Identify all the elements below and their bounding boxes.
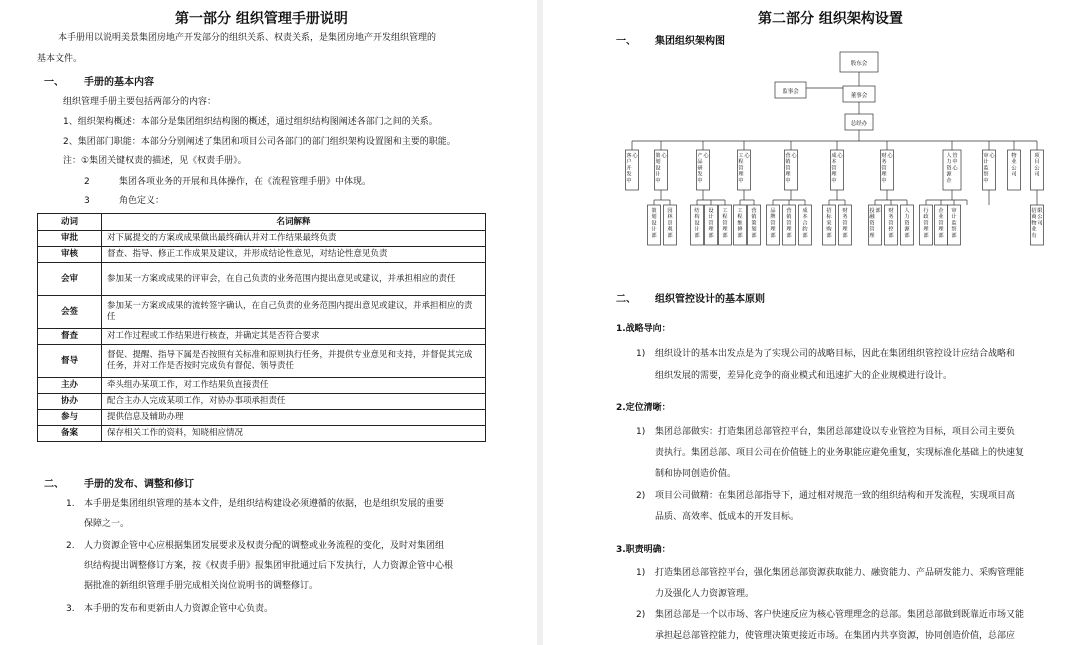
list-line: 组织设计的基本出发点是为了实现公司的战略目标，因此在集团组织管控设计应结合战略和 [655,349,1016,359]
table-row [38,231,486,247]
list-line: 组织发展的需要，差异化竞争的商业模式和迅速扩大的企业规模进行设计。 [655,371,953,381]
org-dept: 工程维修部 [737,208,743,239]
org-center: 营销管理中心 [785,153,797,184]
table-row [38,378,486,394]
list-line: 织结构提出调整修订方案，按《权责手册》报集团审批通过后下发执行，人力资源企管中心根 [84,561,454,571]
list-line: 项目公司做精：在集团总部指导下，通过相对规范一致的组织结构和开发流程，实现项目高 [655,491,1016,501]
table-row [38,296,486,329]
org-box-gm: 总经办 [850,121,868,127]
org-dept: 营销策划部 [751,208,757,239]
org-dept: 招标采购部 [826,208,832,239]
definition-cell: 对工作过程或工作结果进行核查，并确定其是否符合要求 [102,329,486,345]
list-number: 1. [66,499,75,509]
right-page [543,0,1080,645]
list-number: 2) [636,610,646,620]
list-line: 集团总部是一个以市场、客户快速反应为核心管理理念的总部。集团总部做到既靠近市场又能 [655,610,1025,620]
org-dept: 行政管理部 [923,208,929,239]
definition-cell: 提供信息及辅助办理 [102,410,486,426]
paragraph-line: 组织管理手册主要包括两部分的内容： [63,97,217,107]
intro-line: 本手册用以说明美景集团房地产开发部分的组织关系、权责关系，是集团房地产开发组织管理的 [58,33,437,43]
principle-heading: 3.职责明确： [616,545,671,555]
list-line: 力及强化人力资源管理。 [655,589,755,599]
list-line: 集团总部做实：打造集团总部管控平台，集团总部建设以专业管控为目标，项目公司主要负 [655,427,1016,437]
page-title: 第一部分 组织管理手册说明 [175,11,348,27]
list-line: 本手册的发布和更新由人力资源企管中心负责。 [84,604,274,614]
role-definition-table [37,213,486,442]
org-box-board: 股东会 [850,61,868,67]
org-box-supervisors: 监事会 [782,89,799,95]
org-center: 成本管理中心 [831,153,843,184]
section-heading: 手册的发布、调整和修订 [84,479,194,490]
term-cell: 督查 [38,329,102,345]
list-line: 责执行。集团总部、项目公司在价值链上的业务职能应避免重复，实现标准化基础上的快速复 [655,448,1025,458]
org-center: 项目公司 [1034,153,1040,178]
org-center: 客户开发中心 [626,153,638,184]
org-dept: 成本合约部 [802,208,808,239]
definition-cell: 参加某一方案或成果的流转签字确认，在自己负责的业务范围内提出意见或建议，并承担相应的责任 [102,296,486,329]
org-center-boxes [626,150,1044,190]
term-cell: 备案 [38,426,102,442]
org-dept: 工程管理部 [722,208,728,239]
section-number: 二、 [616,294,636,305]
page-title: 第二部分 组织架构设置 [758,11,903,27]
org-dept: 招商物业有限公司 [1031,208,1043,239]
org-dept: 策划设计部 [651,208,657,239]
definition-cell: 配合主办人完成某项工作，对协办事项承担责任 [102,394,486,410]
org-dept: 品牌管理部 [770,208,776,239]
paragraph-line: 1、组织架构概述：本部分是集团组织结构图的概述，通过组织结构图阐述各部门之间的关系。 [63,117,438,127]
org-center: 人力资源企管中心 [946,153,958,184]
list-line: 保障之一。 [84,519,130,529]
org-center: 物业公司 [1011,153,1017,178]
left-page [0,0,537,645]
org-center: 财务管理中心 [881,153,893,184]
org-dept: 营销管理部 [786,208,792,239]
list-line: 打造集团总部管控平台，强化集团总部资源获取能力、融资能力、产品研发能力、采购管理能 [655,568,1025,578]
term-cell: 参与 [38,410,102,426]
table-row [38,247,486,263]
term-cell: 审批 [38,231,102,247]
org-center: 工程管理中心 [738,153,750,184]
principle-heading: 1.战略导向： [616,324,671,334]
org-dept: 企业管理部 [938,208,944,239]
org-dept: 财务管控部 [888,208,894,239]
paragraph-line: 2、集团部门职能：本部分分别阐述了集团和项目公司各部门的部门组织架构设置图和主要的职能。 [63,137,456,147]
org-box-directors: 董事会 [850,93,868,99]
table-row [38,426,486,442]
org-dept: 结构设计部 [694,208,700,239]
org-dept: 设计管理部 [708,208,714,239]
note-text: 角色定义： [119,196,165,206]
org-dept: 园林景观部 [667,208,673,239]
list-number: 1) [636,568,646,578]
org-dept: 投融资管理部 [869,208,881,239]
section-heading: 手册的基本内容 [84,77,154,88]
intro-line: 基本文件。 [37,54,83,64]
table-row [38,329,486,345]
section-heading: 组织管控设计的基本原则 [655,294,765,305]
list-number: 1) [636,427,646,437]
definition-cell: 参加某一方案或成果的评审会，在自己负责的业务范围内提出意见或建议，并承担相应的责任 [102,263,486,296]
list-line: 据批准的新组织管理手册完成相关岗位说明书的调整修订。 [84,581,319,591]
definition-cell: 督查、指导、修正工作成果及建议，并形成结论性意见，对结论性意见负责 [102,247,486,263]
list-number: 3. [66,604,75,614]
section-number: 二、 [44,479,64,490]
definition-cell: 保存相关工作的资料，知晓相应情况 [102,426,486,442]
list-line: 制和协同创造价值。 [655,469,737,479]
term-cell: 会审 [38,263,102,296]
org-dept: 人力资源部 [904,208,910,239]
term-cell: 协办 [38,394,102,410]
section-heading: 集团组织架构图 [655,36,725,47]
principle-heading: 2.定位清晰： [616,403,671,413]
term-cell: 会签 [38,296,102,329]
org-chart [543,0,1080,280]
list-line: 本手册是集团组织管理的基本文件，是组织结构建设必须遵循的依据，也是组织发展的重要 [84,499,445,509]
term-cell: 督导 [38,345,102,378]
definition-cell: 牵头组办某项工作，对工作结果负直接责任 [102,378,486,394]
section-number: 一、 [616,36,636,47]
list-number: 2) [636,491,646,501]
note-text: 集团各项业务的开展和具体操作，在《流程管理手册》中体现。 [119,177,372,187]
table-header-row [38,214,486,231]
org-dept: 审计监察部 [951,208,957,239]
org-center: 审计监察中心 [983,153,995,184]
section-number: 一、 [44,77,64,88]
definition-cell: 对下属提交的方案或成果做出最终确认并对工作结果最终负责 [102,231,486,247]
paragraph-line: 注：①集团关键权责的描述，见《权责手册》。 [63,156,247,166]
term-cell: 主办 [38,378,102,394]
org-dept-boxes [648,205,1044,245]
list-line: 承担起总部管控能力，使管理决策更接近市场。在集团内共享资源，协同创造价值，总部应 [655,631,1016,641]
list-number: 1) [636,349,646,359]
table-row [38,410,486,426]
table-row [38,263,486,296]
org-center: 产品研发中心 [697,153,709,184]
org-dept: 财务管理部 [842,208,848,239]
org-center: 策划设计中心 [655,153,667,184]
term-cell: 审核 [38,247,102,263]
column-header: 动词 [38,214,102,231]
definition-cell: 督促、提醒、指导下属是否按照有关标准和原则执行任务，并提供专业意见和支持，并督促其完成任务，并对工作是否按时完成负有督促、领导责任 [102,345,486,378]
note-number: 2 [84,177,90,187]
list-number: 2. [66,541,75,551]
table-row [38,345,486,378]
table-row [38,394,486,410]
column-header: 名词解释 [102,214,486,231]
note-number: 3 [84,196,90,206]
list-line: 品质、高效率、低成本的开发目标。 [655,512,800,522]
list-line: 人力资源企管中心应根据集团发展要求及权责分配的调整或业务流程的变化，及时对集团组 [84,541,445,551]
